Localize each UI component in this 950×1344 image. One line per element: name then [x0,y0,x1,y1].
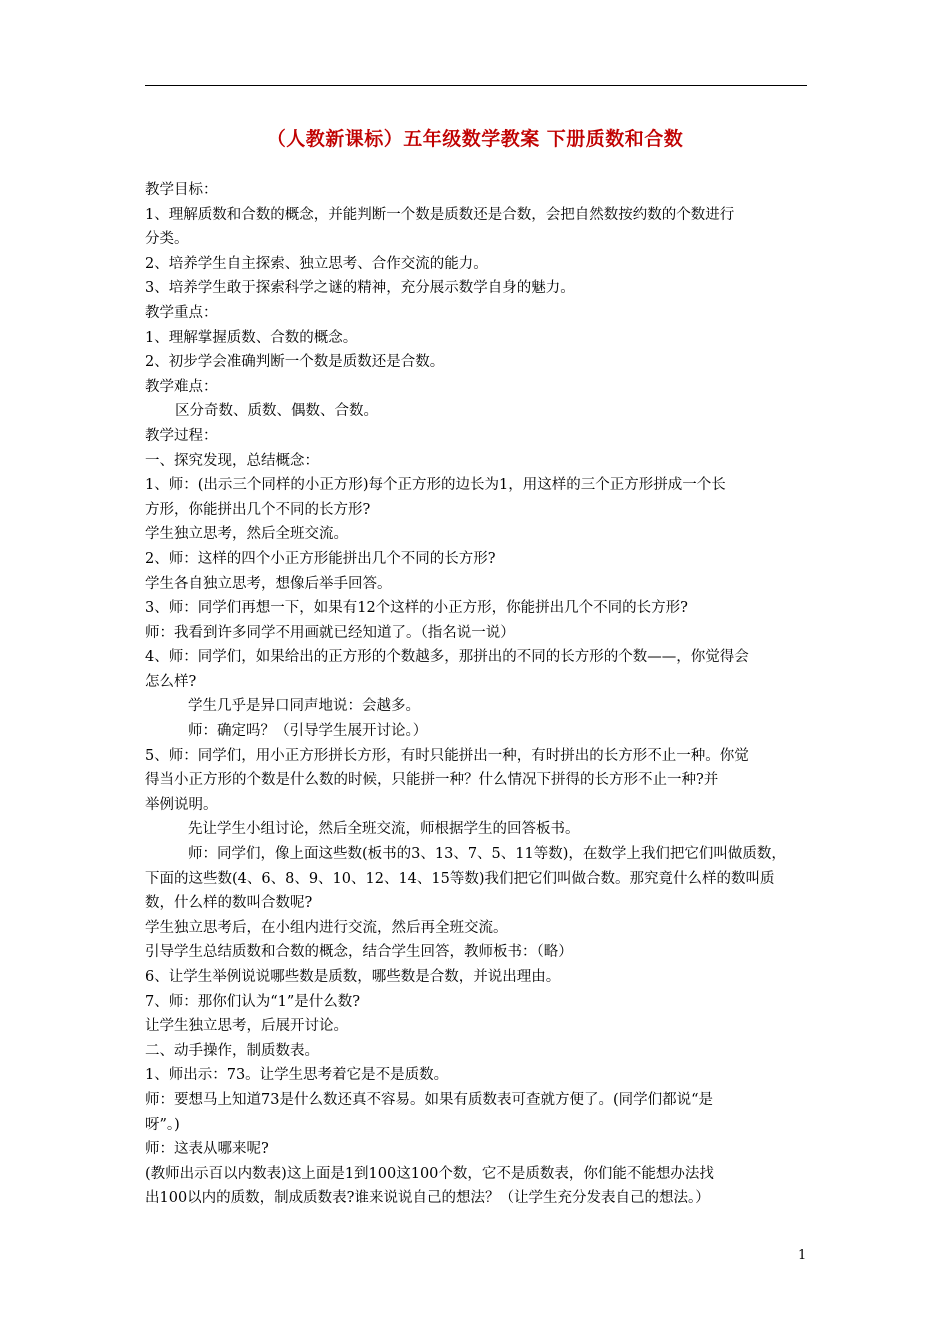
text-line: 教学目标： [145,182,218,198]
text-line: 3、师：同学们再想一下，如果有12个这样的小正方形，你能拼出几个不同的长方形? [145,600,688,617]
text-line: 分类。 [145,231,189,248]
text-line: 2、初步学会准确判断一个数是质数还是合数。 [145,354,445,371]
text-line: 教学重点： [145,304,218,321]
text-line: 1、师出示：73。让学生思考着它是不是质数。 [145,1067,449,1084]
text-line: 1、理解掌握质数、合数的概念。 [145,329,358,346]
text-line: 师：同学们，像上面这些数(板书的3、13、7、5、11等数)，在数学上我们把它们叫做质数， [188,846,786,863]
text-line: 一、探究发现，总结概念： [145,452,319,469]
text-line: 引导学生总结质数和合数的概念，结合学生回答，教师板书：（略） [145,944,573,961]
text-line: 师：要想马上知道73是什么数还真不容易。如果有质数表可查就方便了。(同学们都说“是 [145,1091,714,1108]
header-rule [145,85,807,86]
text-line: 教学过程： [145,427,218,444]
text-line: (教师出示百以内数表)这上面是1到100这100个数，它不是质数表，你们能不能想办法找 [145,1165,714,1182]
text-line: 学生独立思考后，在小组内进行交流，然后再全班交流。 [145,919,508,936]
text-line: 学生独立思考，然后全班交流。 [145,526,348,543]
text-line: 学生各自独立思考，想像后举手回答。 [145,575,392,592]
text-line: 1、理解质数和合数的概念，并能判断一个数是质数还是合数，会把自然数按约数的个数进行 [145,206,735,223]
text-line: 区分奇数、质数、偶数、合数。 [175,403,378,420]
text-line: 呀”。) [145,1116,180,1133]
text-line: 2、培养学生自主探索、独立思考、合作交流的能力。 [145,255,488,272]
text-line: 6、让学生举例说说哪些数是质数，哪些数是合数，并说出理由。 [145,969,561,985]
text-line: 师：这表从哪来呢? [145,1141,269,1158]
text-line: 让学生独立思考，后展开讨论。 [145,1018,348,1035]
text-line: 怎么样? [145,673,197,690]
text-line: 出100以内的质数，制成质数表?谁来说说自己的想法？（让学生充分发表自己的想法。） [145,1190,710,1207]
text-line: 师：我看到许多同学不用画就已经知道了。（指名说一说） [145,624,515,641]
text-line: 4、师：同学们，如果给出的正方形的个数越多，那拼出的不同的长方形的个数——，你觉得会 [145,649,749,666]
text-line: 数，什么样的数叫合数呢? [145,895,313,912]
page-number: 1 [798,1248,807,1263]
document-title: （人教新课标）五年级数学教案 下册质数和合数 [266,128,684,150]
text-line: 师：确定吗？（引导学生展开讨论。） [188,723,428,740]
text-line: 下面的这些数(4、6、8、9、10、12、14、15等数)我们把它们叫做合数。那究竟什么样的数叫质 [145,870,775,887]
text-line: 二、动手操作，制质数表。 [145,1042,319,1059]
text-line: 教学难点： [145,378,218,395]
text-line: 先让学生小组讨论，然后全班交流，师根据学生的回答板书。 [188,821,580,838]
text-line: 学生几乎是异口同声地说：会越多。 [188,698,420,715]
text-line: 得当小正方形的个数是什么数的时候，只能拼一种？什么情况下拼得的长方形不止一种?并 [145,772,719,789]
text-line: 7、师：那你们认为“1”是什么数? [145,993,361,1010]
text-line: 举例说明。 [145,796,218,813]
text-line: 3、培养学生敢于探索科学之谜的精神，充分展示数学自身的魅力。 [145,280,575,297]
document-body [145,178,810,1211]
text-line: 5、师：同学们，用小正方形拼长方形，有时只能拼出一种，有时拼出的长方形不止一种。你觉 [145,747,749,764]
text-line: 2、师：这样的四个小正方形能拼出几个不同的长方形? [145,550,496,567]
text-line: 方形，你能拼出几个不同的长方形? [145,501,371,518]
text-line: 1、师：(出示三个同样的小正方形)每个正方形的边长为1，用这样的三个正方形拼成一个长 [145,477,726,494]
